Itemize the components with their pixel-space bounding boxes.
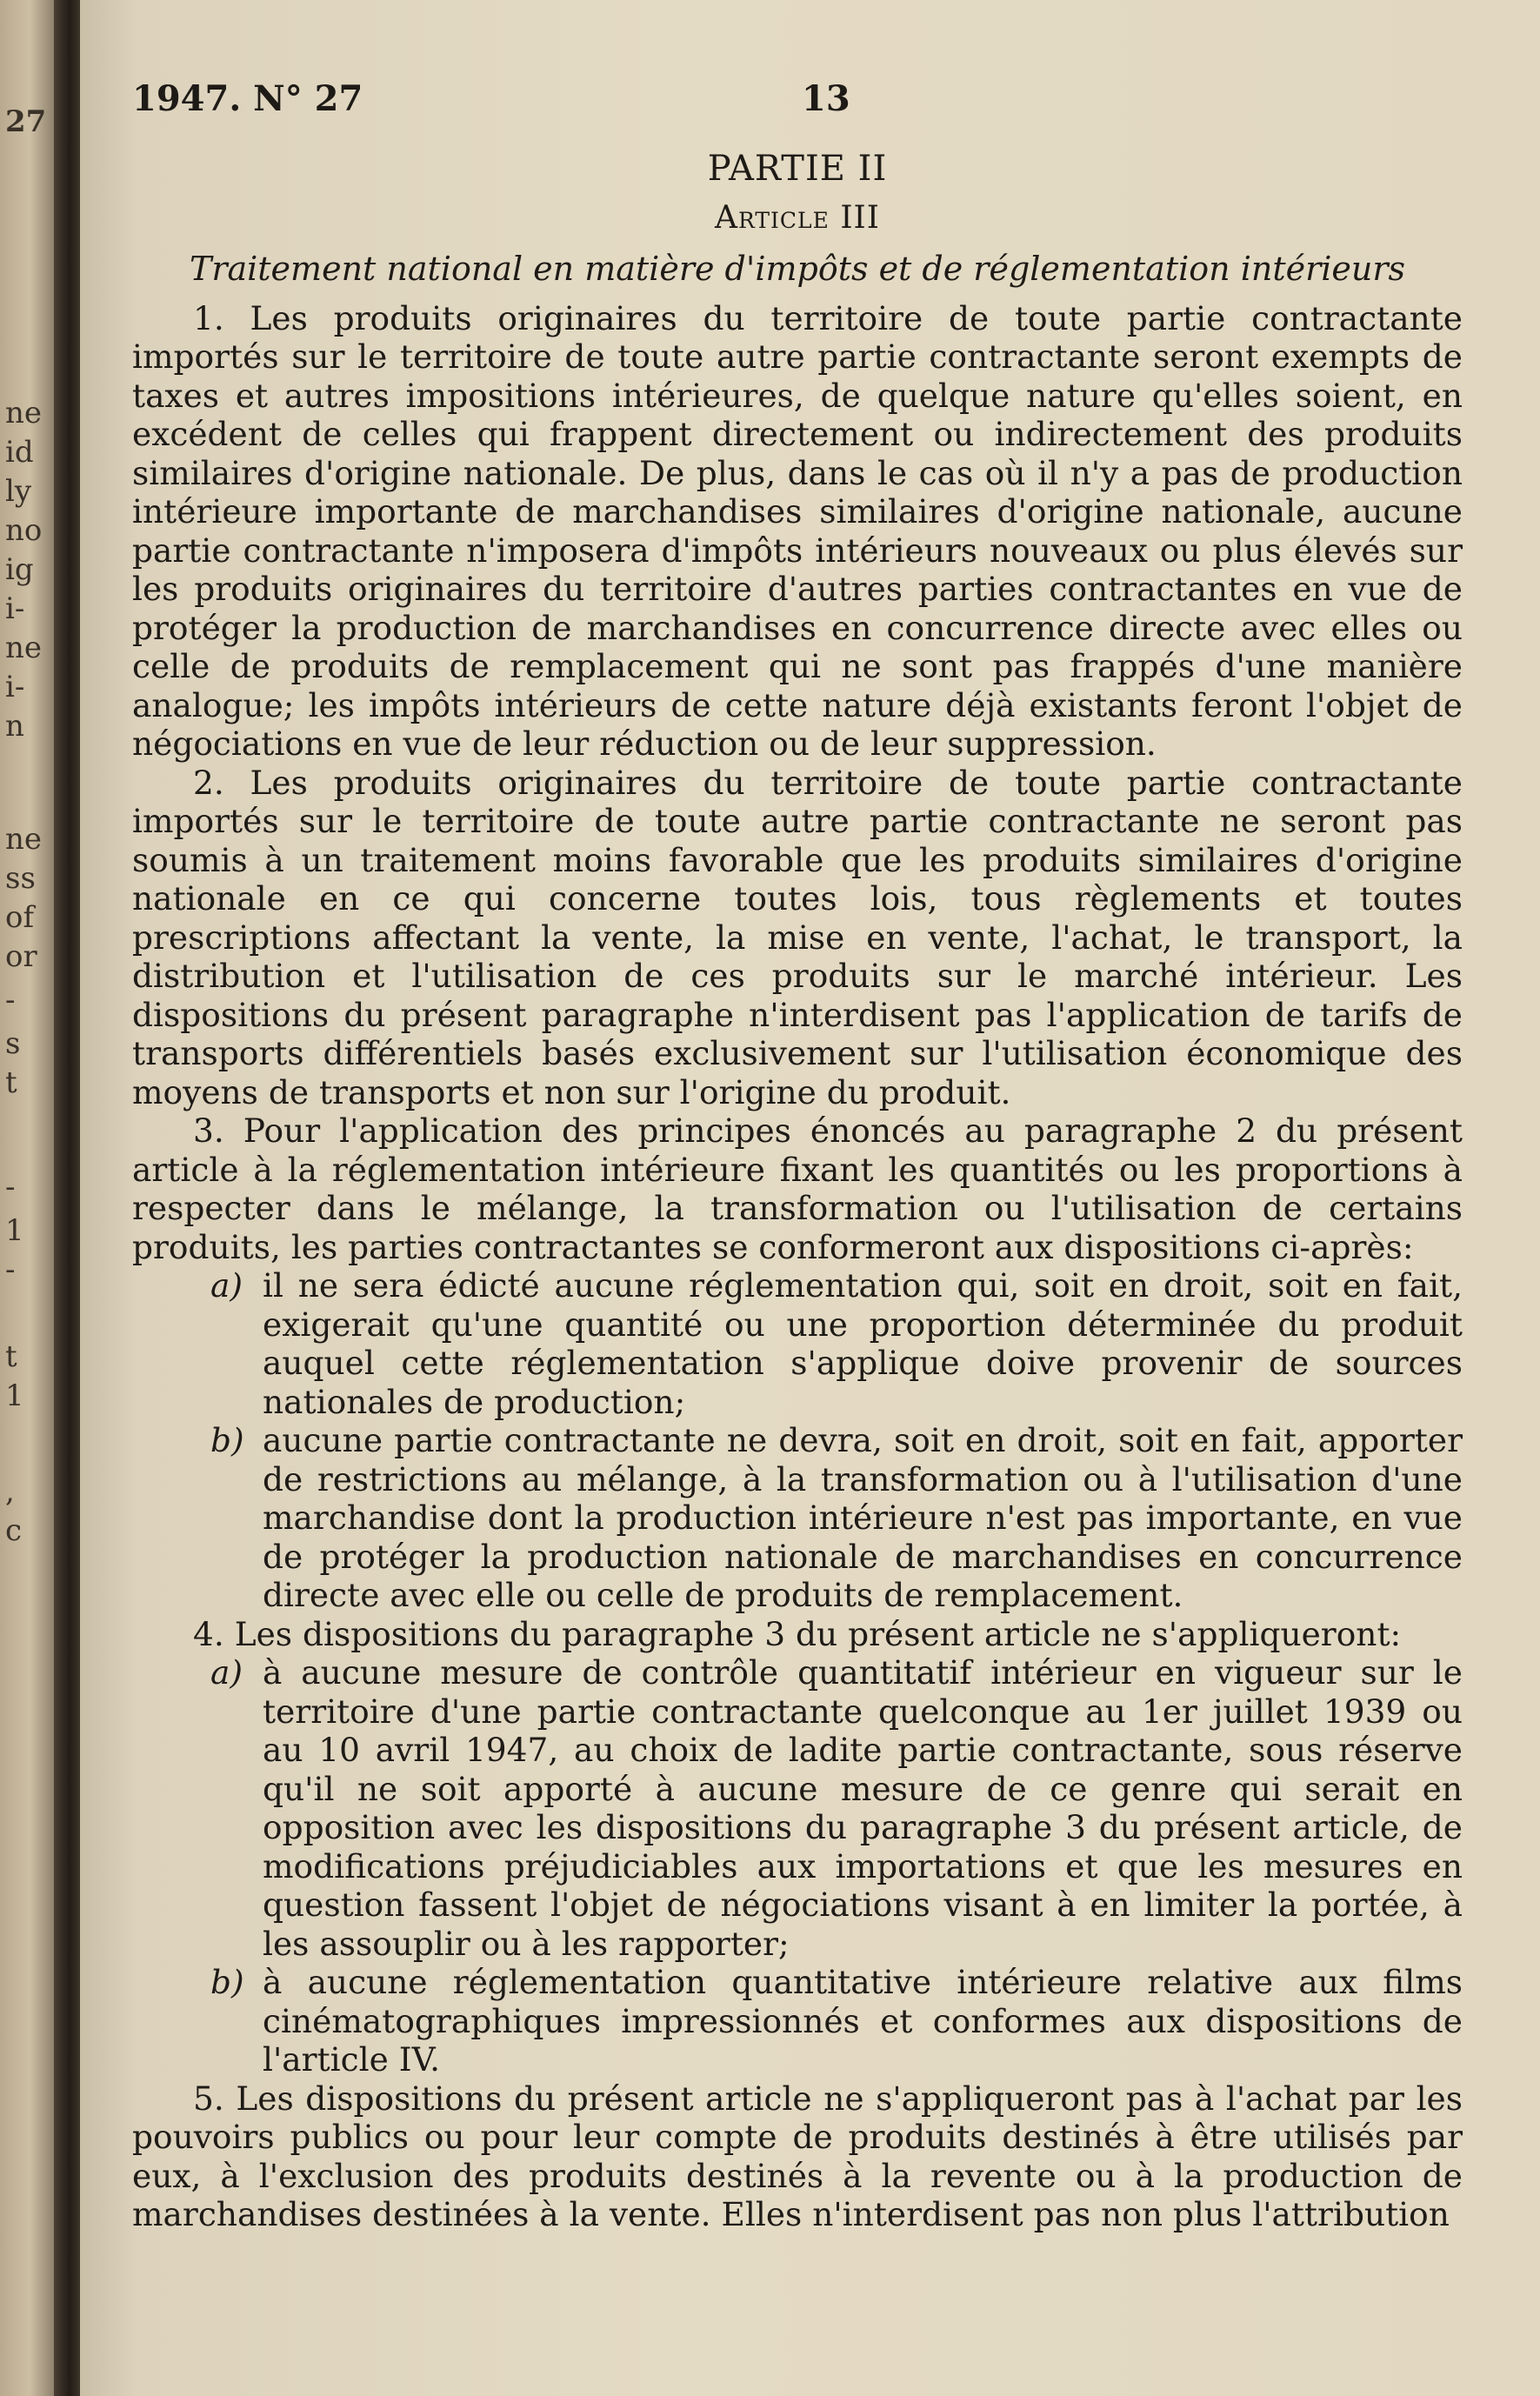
facing-page-fragment: , [5, 1474, 15, 1509]
facing-page-fragment: - [5, 1170, 16, 1205]
subparagraph-4a [132, 1653, 1463, 1963]
facing-page-fragment: 27 [5, 104, 47, 139]
volume-number: 1947. N° 27 [132, 78, 363, 119]
facing-page-fragment: t [5, 1339, 17, 1374]
facing-page-fragment: of [5, 900, 35, 935]
paragraph-5: 5. Les dispositions du présent article ne s'appliqueront pas à l'achat par les pouvoirs publics ou pour leur compte de produits destinés à être utilisés par eux, à l'exclusion des produits destinés à la revente ou à la production de marchandises destinées à la vente. Elles n'interdisent pas non plus l'attribution [132, 2079, 1463, 2233]
facing-page-edge [0, 0, 54, 2396]
facing-page-fragment: ly [5, 474, 32, 509]
facing-page-fragment: ne [5, 822, 43, 857]
facing-page-fragment: ss [5, 861, 36, 896]
subparagraph-marker: b) [210, 1421, 244, 1459]
facing-page-fragment: ne [5, 631, 43, 665]
facing-page-fragment: c [5, 1513, 23, 1548]
facing-page-fragment: n [5, 709, 24, 744]
paragraph-3: 3. Pour l'application des principes énoncés au paragraphe 2 du présent article à la réglementation intérieure fixant les quantités ou les proportions à respecter dans le mélange, la transformation ou l'utilisation de certains produits, les parties contractantes se conformeront aux dispositions ci-après: [132, 1111, 1463, 1266]
running-header [132, 78, 1471, 130]
facing-page-fragment: i- [5, 591, 25, 626]
facing-page-fragment: ig [5, 552, 34, 587]
subparagraph-text: aucune partie contractante ne devra, soit en droit, soit en fait, apporter de restrictions au mélange, à la transformation ou à l'utilisation d'une marchandise dont la production intérieure n'est pas importante, en vue de protéger la production nationale de marchandises en concurrence directe avec elle ou celle de produits de remplacement. [263, 1421, 1463, 1614]
book-gutter [54, 0, 80, 2396]
facing-page-fragment: no [5, 513, 43, 548]
facing-page-fragment: i- [5, 670, 25, 704]
page-number: 13 [802, 78, 850, 119]
part-title: PARTIE II [707, 149, 888, 189]
facing-page-fragment: or [5, 939, 37, 974]
subparagraph-text: à aucune mesure de contrôle quantitatif intérieur en vigueur sur le territoire d'une partie contractante quelconque au 1er juillet 1939 ou au 10 avril 1947, au choix de ladite partie contractante, sous réserve qu'il ne soit apporté à aucune mesure de ce genre qui serait en opposition avec les dispositions du paragraphe 3 du présent article, de modifications préjudiciables aux importations et que les mesures en question fassent l'objet de négociations visant à en limiter la portée, à les assouplir ou à les rapporter; [263, 1653, 1463, 1963]
subparagraph-3b [132, 1421, 1463, 1615]
paragraph-4: 4. Les dispositions du paragraphe 3 du présent article ne s'appliqueront: [193, 1614, 1402, 1653]
subparagraph-marker: a) [210, 1266, 243, 1305]
facing-page-fragment: - [5, 1252, 16, 1287]
facing-page-fragment: 1 [5, 1213, 24, 1248]
subparagraph-4b [132, 1963, 1463, 2079]
document-page [80, 0, 1540, 2396]
facing-page-fragment: ne [5, 396, 43, 430]
article-text [132, 150, 1463, 2234]
facing-page-fragment: id [5, 435, 34, 470]
facing-page-fragment: t [5, 1065, 17, 1100]
subparagraph-marker: b) [210, 1963, 244, 2001]
facing-page-fragment: 1 [5, 1378, 24, 1413]
article-title: Article III [714, 199, 881, 236]
paragraph-2: 2. Les produits originaires du territoire de toute partie contractante importés sur le territoire de toute autre partie contractante ne seront pas soumis à un traitement moins favorable que les produits similaires d'origine nationale en ce qui concerne toutes lois, tous règlements et toutes prescriptions affectant la vente, la mise en vente, l'achat, le transport, la distribution et l'utilisation de ces produits sur le marché intérieur. Les dispositions du présent paragraphe n'interdisent pas l'application de tarifs de transports différentiels basés exclusivement sur l'utilisation économique des moyens de transports et non sur l'origine du produit. [132, 763, 1463, 1111]
facing-page-fragment: s [5, 1026, 21, 1061]
subparagraph-text: à aucune réglementation quantitative intérieure relative aux films cinématographiques impressionnés et conformes aux dispositions de l'article IV. [263, 1963, 1463, 2079]
subparagraph-marker: a) [210, 1653, 243, 1692]
subparagraph-3a [132, 1266, 1463, 1421]
subparagraph-text: il ne sera édicté aucune réglementation qui, soit en droit, soit en fait, exigerait qu'une quantité ou une proportion déterminée du produit auquel cette réglementation s'applique doive provenir de sources nationales de production; [263, 1266, 1463, 1421]
paragraph-1: 1. Les produits originaires du territoire de toute partie contractante importés sur le territoire de toute autre partie contractante seront exempts de taxes et autres impositions intérieures, de quelque nature qu'elles soient, en excédent de celles qui frappent directement ou indirectement des produits similaires d'origine nationale. De plus, dans le cas où il n'y a pas de production intérieure importante de marchandises similaires d'origine nationale, aucune partie contractante n'imposera d'impôts intérieurs nouveaux ou plus élevés sur les produits originaires du territoire d'autres parties contractantes en vue de protéger la production de marchandises en concurrence directe avec elles ou celle de produits de remplacement qui ne sont pas frappés d'une manière analogue; les impôts intérieurs de cette nature déjà existants feront l'objet de négociations en vue de leur réduction ou de leur suppression. [132, 298, 1463, 763]
article-subtitle: Traitement national en matière d'impôts et de réglementation intérieurs [189, 250, 1406, 288]
facing-page-fragment: - [5, 983, 16, 1018]
